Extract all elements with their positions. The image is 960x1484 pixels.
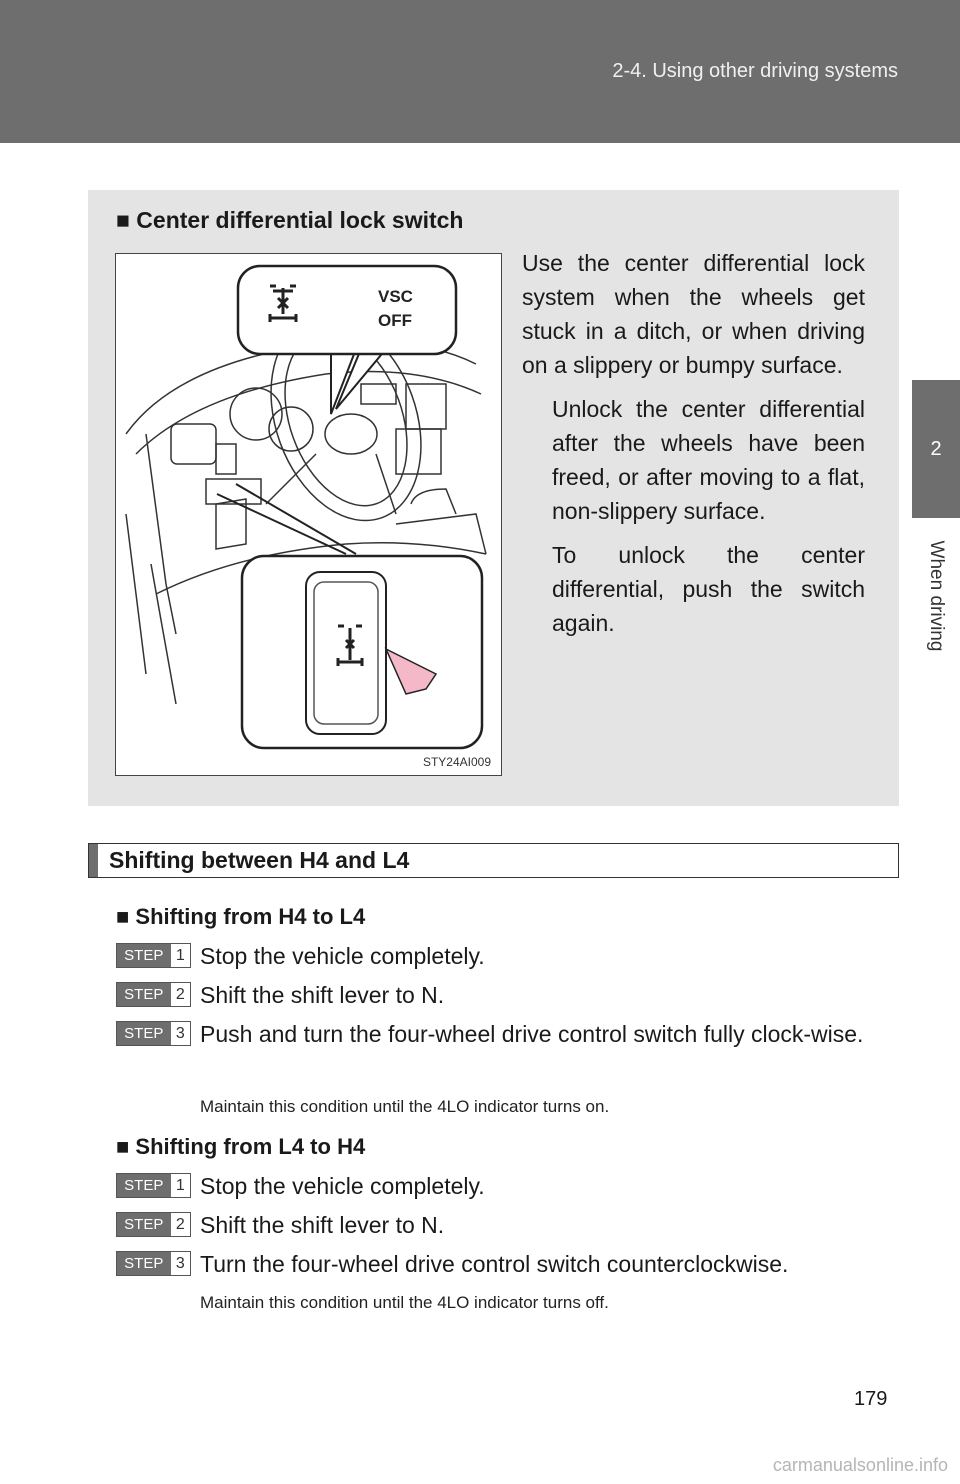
page-number: 179 [854, 1388, 888, 1410]
panel-heading-text: Center differential lock switch [136, 207, 464, 233]
panel-paragraph-3: To unlock the center differential, push the switch again. [552, 542, 865, 636]
page-header [0, 0, 960, 143]
step-note: Maintain this condition until the 4LO indicator turns off. [200, 1293, 609, 1312]
leader-line-lower-b [236, 484, 356, 554]
callout-bubble-top [238, 266, 456, 354]
off-label: OFF [378, 311, 412, 330]
dashboard-illustration [115, 253, 502, 776]
step-badge [116, 943, 191, 968]
step-badge-number: 1 [171, 944, 190, 967]
illustration-code: STY24AI009 [422, 755, 491, 769]
dashboard-drawing [116, 254, 501, 775]
subheading-h4-to-l4 [116, 904, 365, 930]
step-badge [116, 1021, 191, 1046]
step-badge-number: 1 [171, 1174, 190, 1197]
panel-paragraph-2: Unlock the center differential after the wheels have been freed, or after moving to a flat, non-slippery surface. [552, 396, 865, 524]
switch-body [306, 572, 386, 734]
step-badge-number: 2 [171, 983, 190, 1006]
step-badge [116, 1212, 191, 1237]
step-badge-label: STEP [117, 983, 171, 1006]
step-badge-number: 3 [171, 1022, 190, 1045]
panel-heading [116, 207, 464, 234]
step-text: Shift the shift lever to N. [200, 982, 445, 1008]
subheading-text: Shifting from L4 to H4 [135, 1134, 366, 1159]
square-marker-icon: ■ [116, 904, 130, 929]
step-note: Maintain this condition until the 4LO indicator turns on. [200, 1097, 610, 1116]
step-badge-label: STEP [117, 1022, 171, 1045]
step-badge [116, 1251, 191, 1276]
step-text: Shift the shift lever to N. [200, 1212, 445, 1238]
chapter-number-tab: 2 [912, 380, 960, 518]
square-marker-icon: ■ [116, 1134, 130, 1159]
step-badge [116, 982, 191, 1007]
subheading-l4-to-h4 [116, 1134, 365, 1160]
panel-paragraph-1: Use the center differential lock system when the wheels get stuck in a ditch, or when driving on a slippery or bumpy surface. [522, 250, 865, 378]
step-text: Stop the vehicle completely. [200, 1173, 485, 1199]
step-badge-label: STEP [117, 1213, 171, 1236]
square-marker-icon: ■ [116, 207, 130, 233]
section-heading-bar [88, 843, 899, 878]
step-badge-label: STEP [117, 1252, 171, 1275]
step-badge-number: 3 [171, 1252, 190, 1275]
step-text: Stop the vehicle completely. [200, 943, 485, 969]
section-heading: Shifting between H4 and L4 [109, 847, 410, 873]
subheading-text: Shifting from H4 to L4 [135, 904, 366, 929]
section-title: 2-4. Using other driving systems [612, 60, 898, 82]
panel-description [522, 246, 865, 640]
step-badge-number: 2 [171, 1213, 190, 1236]
step-badge-label: STEP [117, 1174, 171, 1197]
vsc-label: VSC [378, 287, 413, 306]
chapter-label: When driving [926, 540, 947, 652]
step-text: Push and turn the four-wheel drive control switch fully clock-wise. [200, 1021, 864, 1047]
watermark: carmanualsonline.info [772, 1455, 948, 1475]
step-text: Turn the four-wheel drive control switch counterclockwise. [200, 1251, 789, 1277]
section-accent [89, 844, 98, 877]
step-badge-label: STEP [117, 944, 171, 967]
step-badge [116, 1173, 191, 1198]
